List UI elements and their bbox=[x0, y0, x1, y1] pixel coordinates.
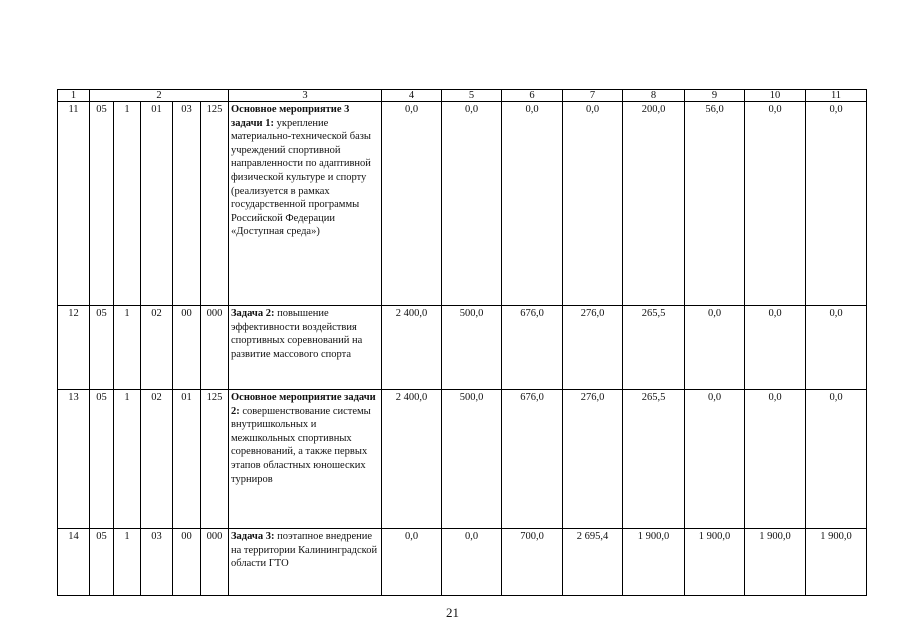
description-cell bbox=[229, 306, 382, 390]
code-cell: 03 bbox=[173, 102, 201, 306]
description-heading: Задача 2: bbox=[231, 308, 275, 319]
code-cell: 1 bbox=[114, 390, 141, 529]
value-cell: 265,5 bbox=[623, 306, 685, 390]
code-cell: 125 bbox=[201, 390, 229, 529]
header-cell: 11 bbox=[806, 90, 867, 102]
code-cell: 00 bbox=[173, 306, 201, 390]
value-cell: 0,0 bbox=[382, 102, 442, 306]
row-number: 13 bbox=[58, 390, 90, 529]
value-cell: 56,0 bbox=[685, 102, 745, 306]
value-cell: 0,0 bbox=[806, 390, 867, 529]
description-heading: Основное мероприятие задачи 2: bbox=[231, 392, 376, 417]
row-number: 14 bbox=[58, 529, 90, 596]
table-row bbox=[58, 306, 867, 390]
description-heading: Основное мероприятие 3 задачи 1: bbox=[231, 104, 350, 129]
code-cell: 125 bbox=[201, 102, 229, 306]
table-row bbox=[58, 529, 867, 596]
code-cell: 01 bbox=[173, 390, 201, 529]
code-cell: 05 bbox=[90, 390, 114, 529]
value-cell: 1 900,0 bbox=[806, 529, 867, 596]
row-number: 11 bbox=[58, 102, 90, 306]
value-cell: 2 695,4 bbox=[563, 529, 623, 596]
table-row bbox=[58, 102, 867, 306]
value-cell: 0,0 bbox=[806, 306, 867, 390]
value-cell: 200,0 bbox=[623, 102, 685, 306]
header-cell: 2 bbox=[90, 90, 229, 102]
value-cell: 0,0 bbox=[442, 102, 502, 306]
code-cell: 03 bbox=[141, 529, 173, 596]
value-cell: 0,0 bbox=[806, 102, 867, 306]
value-cell: 0,0 bbox=[745, 306, 806, 390]
value-cell: 2 400,0 bbox=[382, 390, 442, 529]
code-cell: 05 bbox=[90, 306, 114, 390]
code-cell: 000 bbox=[201, 306, 229, 390]
value-cell: 0,0 bbox=[563, 102, 623, 306]
header-cell: 7 bbox=[563, 90, 623, 102]
description-text: повышение эффективности воздействия спортивных соревнований на развитие массового спорта bbox=[231, 308, 363, 360]
value-cell: 676,0 bbox=[502, 306, 563, 390]
code-cell: 1 bbox=[114, 529, 141, 596]
code-cell: 000 bbox=[201, 529, 229, 596]
header-cell: 3 bbox=[229, 90, 382, 102]
value-cell: 676,0 bbox=[502, 390, 563, 529]
description-text: укрепление материально-технической базы учреждений спортивной направленности по адаптивной физической культуре и спорту (реализуется в рамках государственной программы Российской Федерации «Доступная среда») bbox=[231, 117, 371, 238]
value-cell: 276,0 bbox=[563, 306, 623, 390]
code-cell: 02 bbox=[141, 390, 173, 529]
value-cell: 265,5 bbox=[623, 390, 685, 529]
row-number: 12 bbox=[58, 306, 90, 390]
code-cell: 05 bbox=[90, 102, 114, 306]
description-cell bbox=[229, 390, 382, 529]
code-cell: 00 bbox=[173, 529, 201, 596]
header-cell: 9 bbox=[685, 90, 745, 102]
value-cell: 500,0 bbox=[442, 390, 502, 529]
value-cell: 1 900,0 bbox=[745, 529, 806, 596]
header-cell: 1 bbox=[58, 90, 90, 102]
value-cell: 1 900,0 bbox=[685, 529, 745, 596]
value-cell: 0,0 bbox=[685, 306, 745, 390]
value-cell: 0,0 bbox=[685, 390, 745, 529]
code-cell: 02 bbox=[141, 306, 173, 390]
code-cell: 1 bbox=[114, 306, 141, 390]
code-cell: 01 bbox=[141, 102, 173, 306]
header-cell: 10 bbox=[745, 90, 806, 102]
table-header-row bbox=[58, 90, 867, 102]
header-cell: 5 bbox=[442, 90, 502, 102]
description-text: поэтапное внедрение на территории Калининградской области ГТО bbox=[231, 531, 378, 570]
description-heading: Задача 3: bbox=[231, 531, 275, 542]
header-cell: 4 bbox=[382, 90, 442, 102]
description-cell bbox=[229, 529, 382, 596]
value-cell: 500,0 bbox=[442, 306, 502, 390]
value-cell: 700,0 bbox=[502, 529, 563, 596]
value-cell: 0,0 bbox=[502, 102, 563, 306]
value-cell: 1 900,0 bbox=[623, 529, 685, 596]
value-cell: 276,0 bbox=[563, 390, 623, 529]
description-text: совершенствование системы внутришкольных и межшкольных спортивных соревнований, а также первых этапов областных юношеских турниров bbox=[231, 405, 371, 485]
header-cell: 8 bbox=[623, 90, 685, 102]
description-cell bbox=[229, 102, 382, 306]
code-cell: 1 bbox=[114, 102, 141, 306]
value-cell: 0,0 bbox=[442, 529, 502, 596]
table-row bbox=[58, 390, 867, 529]
value-cell: 0,0 bbox=[745, 390, 806, 529]
value-cell: 0,0 bbox=[382, 529, 442, 596]
value-cell: 0,0 bbox=[745, 102, 806, 306]
code-cell: 05 bbox=[90, 529, 114, 596]
page-number: 21 bbox=[446, 605, 459, 620]
header-cell: 6 bbox=[502, 90, 563, 102]
value-cell: 2 400,0 bbox=[382, 306, 442, 390]
budget-table bbox=[57, 89, 867, 596]
